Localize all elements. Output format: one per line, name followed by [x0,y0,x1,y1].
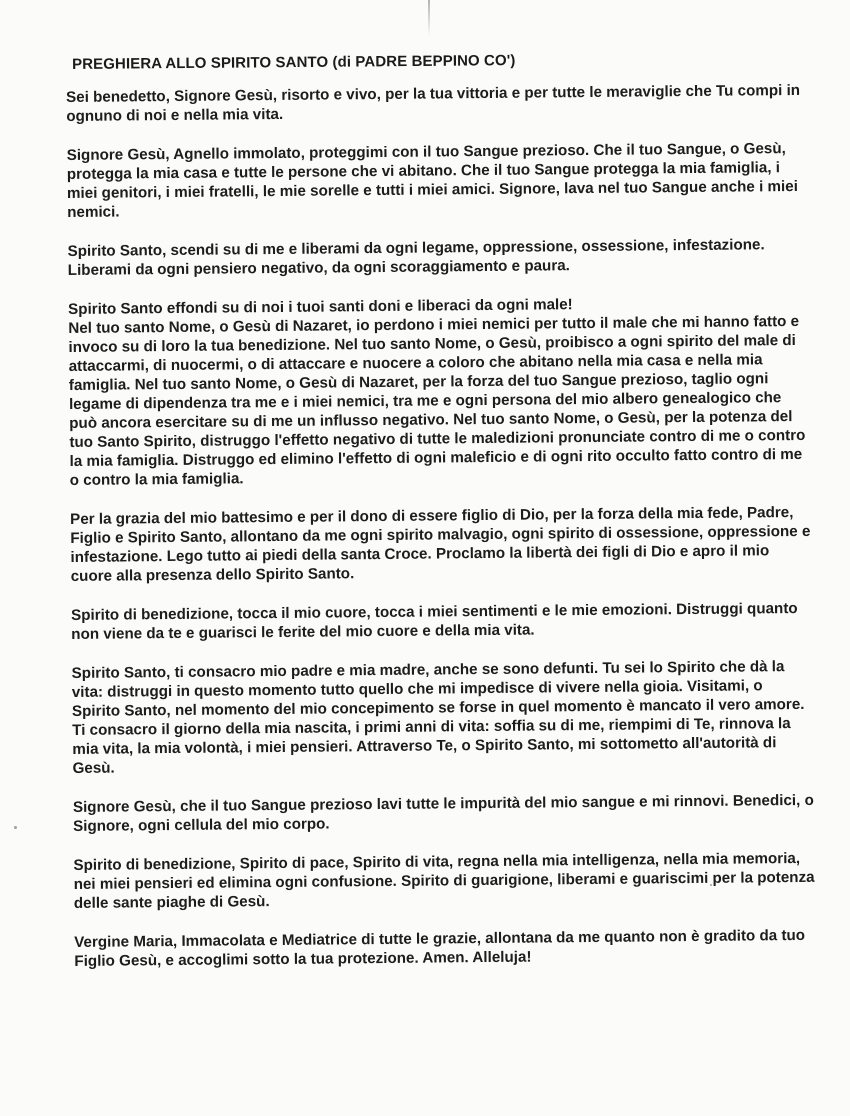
scan-speck [14,826,17,829]
paragraph-11: Vergine Maria, Immacolata e Mediatrice di tutte le grazie, allontana da me quanto non è gradito da tuo Figlio Gesù, e accoglimi sotto la tua protezione. Amen. Alleluja! [74,926,806,970]
paragraph-1: Sei benedetto, Signore Gesù, risorto e vivo, per la tua vittoria e per tutte le meraviglie che Tu compi in ognuno di noi e nella mia vita. [66,81,801,125]
prayer-body [66,81,816,971]
paragraph-4: Spirito Santo effondi su di noi i tuoi santi doni e liberaci da ogni male! [68,296,573,318]
paragraph-3: Spirito Santo, scendi su di me e liberami da ogni legame, oppressione, ossessione, infestazione. Liberami da ogni pensiero negativo, da ogni scoraggiamento e paura. [67,236,765,279]
paragraph-10: Spirito di benedizione, Spirito di pace, Spirito di vita, regna nella mia intelligenza, nella mia memoria, nei miei pensieri ed elimina ogni confusione. Spirito di guarigione, liberami e guariscimi per la potenza delle sante piaghe di Gesù. [73,849,815,912]
prayer-title: PREGHIERA ALLO SPIRITO SANTO (di PADRE BEPPINO CO') [72,52,516,73]
paragraph-9: Signore Gesù, che il tuo Sangue prezioso lavi tutte le impurità del mio sangue e mi rinnovi. Benedici, o Signore, ogni cellula del mio corpo. [72,791,814,835]
paragraph-2: Signore Gesù, Agnello immolato, proteggimi con il tuo Sangue prezioso. Che il tuo Sangue, o Gesù, protegga la mia casa e tutte le persone che vi abitano. Che il tuo Sangue protegga la mia famiglia, i miei genitori, i miei fratelli, le mie sorelle e tutti i miei amici. Signore, lava nel tuo Sangue anche i miei nemici. [66,140,798,221]
paper-fold-mark [428,0,430,36]
paragraph-8: Spirito Santo, ti consacro mio padre e mia madre, anche se sono defunti. Tu sei lo Spirito che dà la vita: distruggi in questo momento tutto quello che mi impedisce di vivere nella gioia. Visitami, o Spirito Santo, nel momento del mio concepimento se forse in quel momento è mancato il vero amore. Ti consacro il giorno della mia nascita, i primi anni di vita: soffia su di me, riempimi di Te, rinnova la mia vita, la mia volontà, i miei pensieri. Attraverso Te, o Spirito Santo, mi sottometto all'autorità di Gesù. [71,658,805,777]
paragraph-7: Spirito di benedizione, tocca il mio cuore, tocca i miei sentimenti e le mie emozioni. Distruggi quanto non viene da te e guarisci le ferite del mio cuore e della mia vita. [70,600,798,643]
paragraph-6: Per la grazia del mio battesimo e per il dono di essere figlio di Dio, per la forza della mia fede, Padre, Figlio e Spirito Santo, allontano da me ogni spirito malvagio, ogni spirito di ossessione, oppressione e infestazione. Lego tutto ai piedi della santa Croce. Proclamo la libertà dei figli di Dio e apro il mio cuore alla presenza dello Spirito Santo. [70,504,811,585]
paragraph-5: Nel tuo santo Nome, o Gesù di Nazaret, io perdono i miei nemici per tutto il male che mi hanno fatto e invoco su di loro la tua benedizione. Nel tuo santo Nome, o Gesù, proibisco a ogni spirito del male di attaccarmi, di nuocermi, o di attaccare e nuocere a coloro che abitano nella mia casa e nella mia famiglia. Nel tuo santo Nome, o Gesù di Nazaret, per la forza del tuo Sangue prezioso, taglio ogni legame di dipendenza tra me e i miei nemici, tra me e ogni persona del mio albero genealogico che può ancora esercitare su di me un influsso negativo. Nel tuo santo Nome, o Gesù, per la potenza del tuo Santo Spirito, distruggo l'effetto negativo di tutte le maledizioni pronunciate contro di me o contro la mia famiglia. Distruggo ed elimino l'effetto di ogni maleficio e di ogni rito occulto fatto contro di me o contro la mia famiglia. [68,312,806,489]
